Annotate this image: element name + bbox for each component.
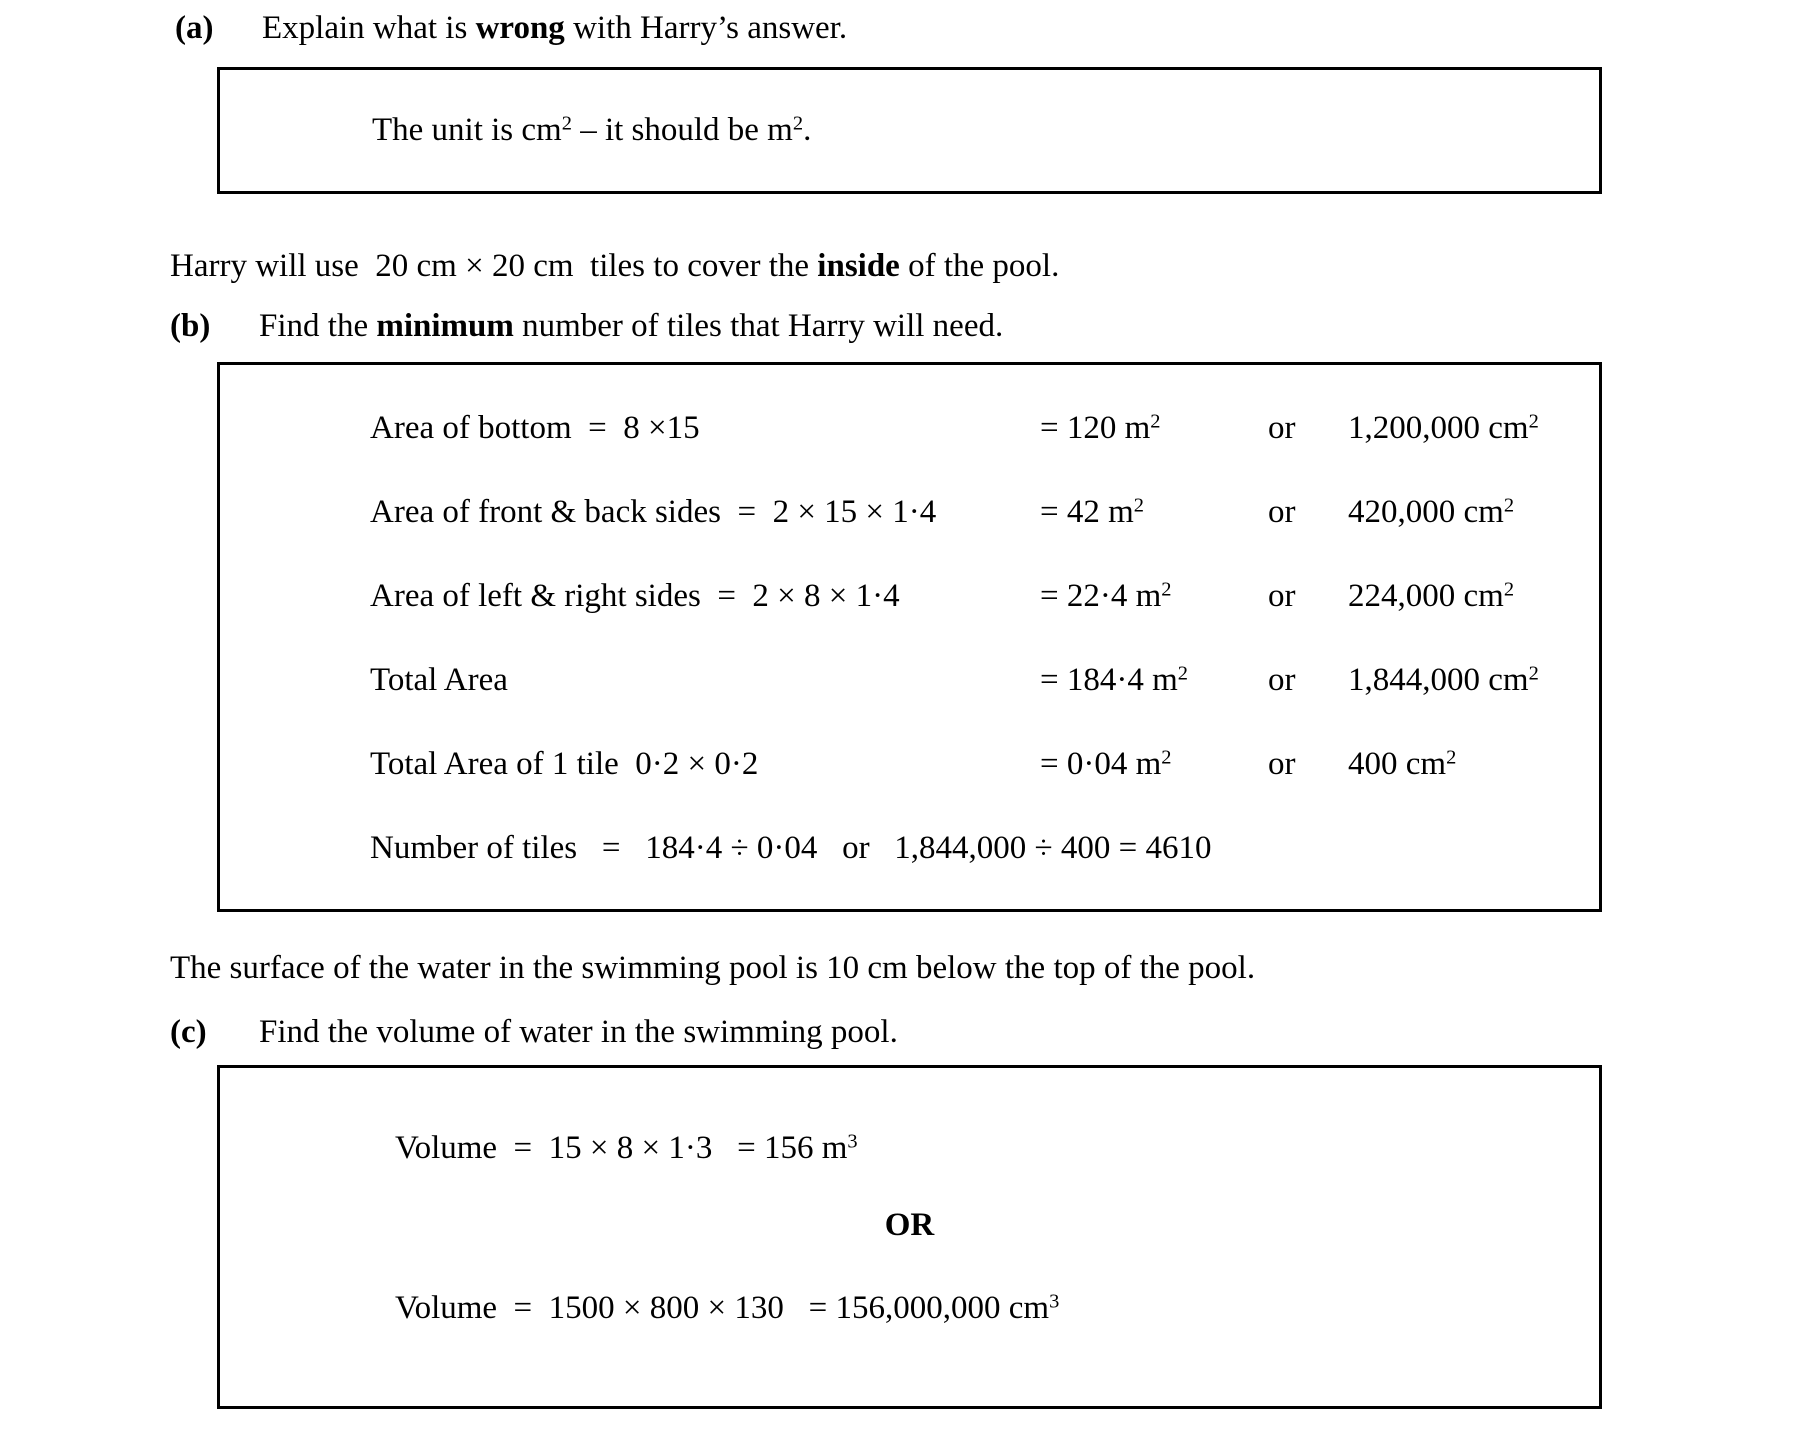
row-label: Total Area of 1 tile 0·2 × 0·2 [370,745,759,782]
answer-a-text [372,112,811,149]
part-a-prompt [262,8,847,48]
area-m2-value: = 0·04 $m^2$ [1040,745,1172,782]
volume-m3-line: Volume = 15 × 8 × 1·3 = 156 $m^3$ [395,1130,858,1166]
area-cm2-value: 224,000 $cm^2$ [1348,577,1515,614]
part-a-prompt-post: with Harry’s answer. [564,10,848,46]
answer-a-superscript-2: 2 [792,112,804,135]
area-m2-value: = 120 $m^2$ [1040,409,1161,446]
part-b-prompt-post: number of tiles that Harry will need. [513,308,1004,344]
row-label: Total Area [370,661,508,698]
part-b-marker: (b) [170,308,211,344]
working-row [370,638,1599,722]
working-box-c [217,1065,1602,1409]
working-box-b [217,362,1602,912]
part-b-prompt-bold: minimum [376,308,514,344]
or-label: OR [884,1207,935,1243]
question-part-b-line [170,306,1818,346]
part-b-prompt [259,306,1003,346]
area-m2-value: = 184·4 $m^2$ [1040,661,1188,698]
or-separator: or [1268,493,1296,530]
tiles-info-bold: inside [817,248,900,284]
area-cm2-value: 1,844,000 $cm^2$ [1348,661,1539,698]
answer-a-mid: – it should be m [571,112,793,148]
answer-a-pre: The unit is cm [372,112,562,148]
working-row [370,554,1599,638]
area-m2-value: = 22·4 $m^2$ [1040,577,1172,614]
answer-a-superscript: 2 [561,112,572,135]
question-part-c-line [170,1012,1818,1052]
part-c-marker: (c) [170,1014,207,1050]
question-part-a-line [175,8,1818,48]
working-row [370,722,1599,806]
row-label: Area of left & right sides = 2 × 8 × 1·4 [370,577,900,614]
part-c-prompt: Find the volume of water in the swimming pool. [259,1014,898,1050]
or-separator: or [1268,409,1296,446]
part-a-prompt-bold: wrong [475,10,565,46]
answer-a-post: . [803,112,812,148]
or-separator: or [1268,661,1296,698]
area-cm2-value: 420,000 $cm^2$ [1348,493,1515,530]
answer-box-a [217,67,1602,194]
part-b-prompt-pre: Find the [259,308,377,344]
tiles-info-post: of the pool. [899,248,1060,284]
area-m2-value: = 42 $m^2$ [1040,493,1144,530]
working-row [370,470,1599,554]
or-separator: or [1268,745,1296,782]
document-page [0,8,1818,1451]
area-cm2-value: 400 $cm^2$ [1348,745,1457,782]
part-a-marker: (a) [175,10,214,46]
volume-cm3-line: Volume = 1500 × 800 × 130 = 156,000,000 $cm^3$ [395,1290,1060,1326]
row-label: Area of front & back sides = 2 × 15 × 1·4 [370,493,937,530]
row-label: Area of bottom = 8 ×15 [370,409,700,446]
paragraph-tiles-info [170,246,1818,286]
area-cm2-value: 1,200,000 $cm^2$ [1348,409,1539,446]
working-row [370,386,1599,470]
paragraph-water-info: The surface of the water in the swimming pool is 10 cm below the top of the pool. [170,950,1256,986]
tiles-count-line: Number of tiles = 184·4 ÷ 0·04 or 1,844,000 ÷ 400 = 4610 [370,829,1212,866]
or-separator: or [1268,577,1296,614]
part-a-prompt-pre: Explain what is [262,10,476,46]
tiles-info-pre: Harry will use 20 cm × 20 cm tiles to cover the [170,248,818,284]
